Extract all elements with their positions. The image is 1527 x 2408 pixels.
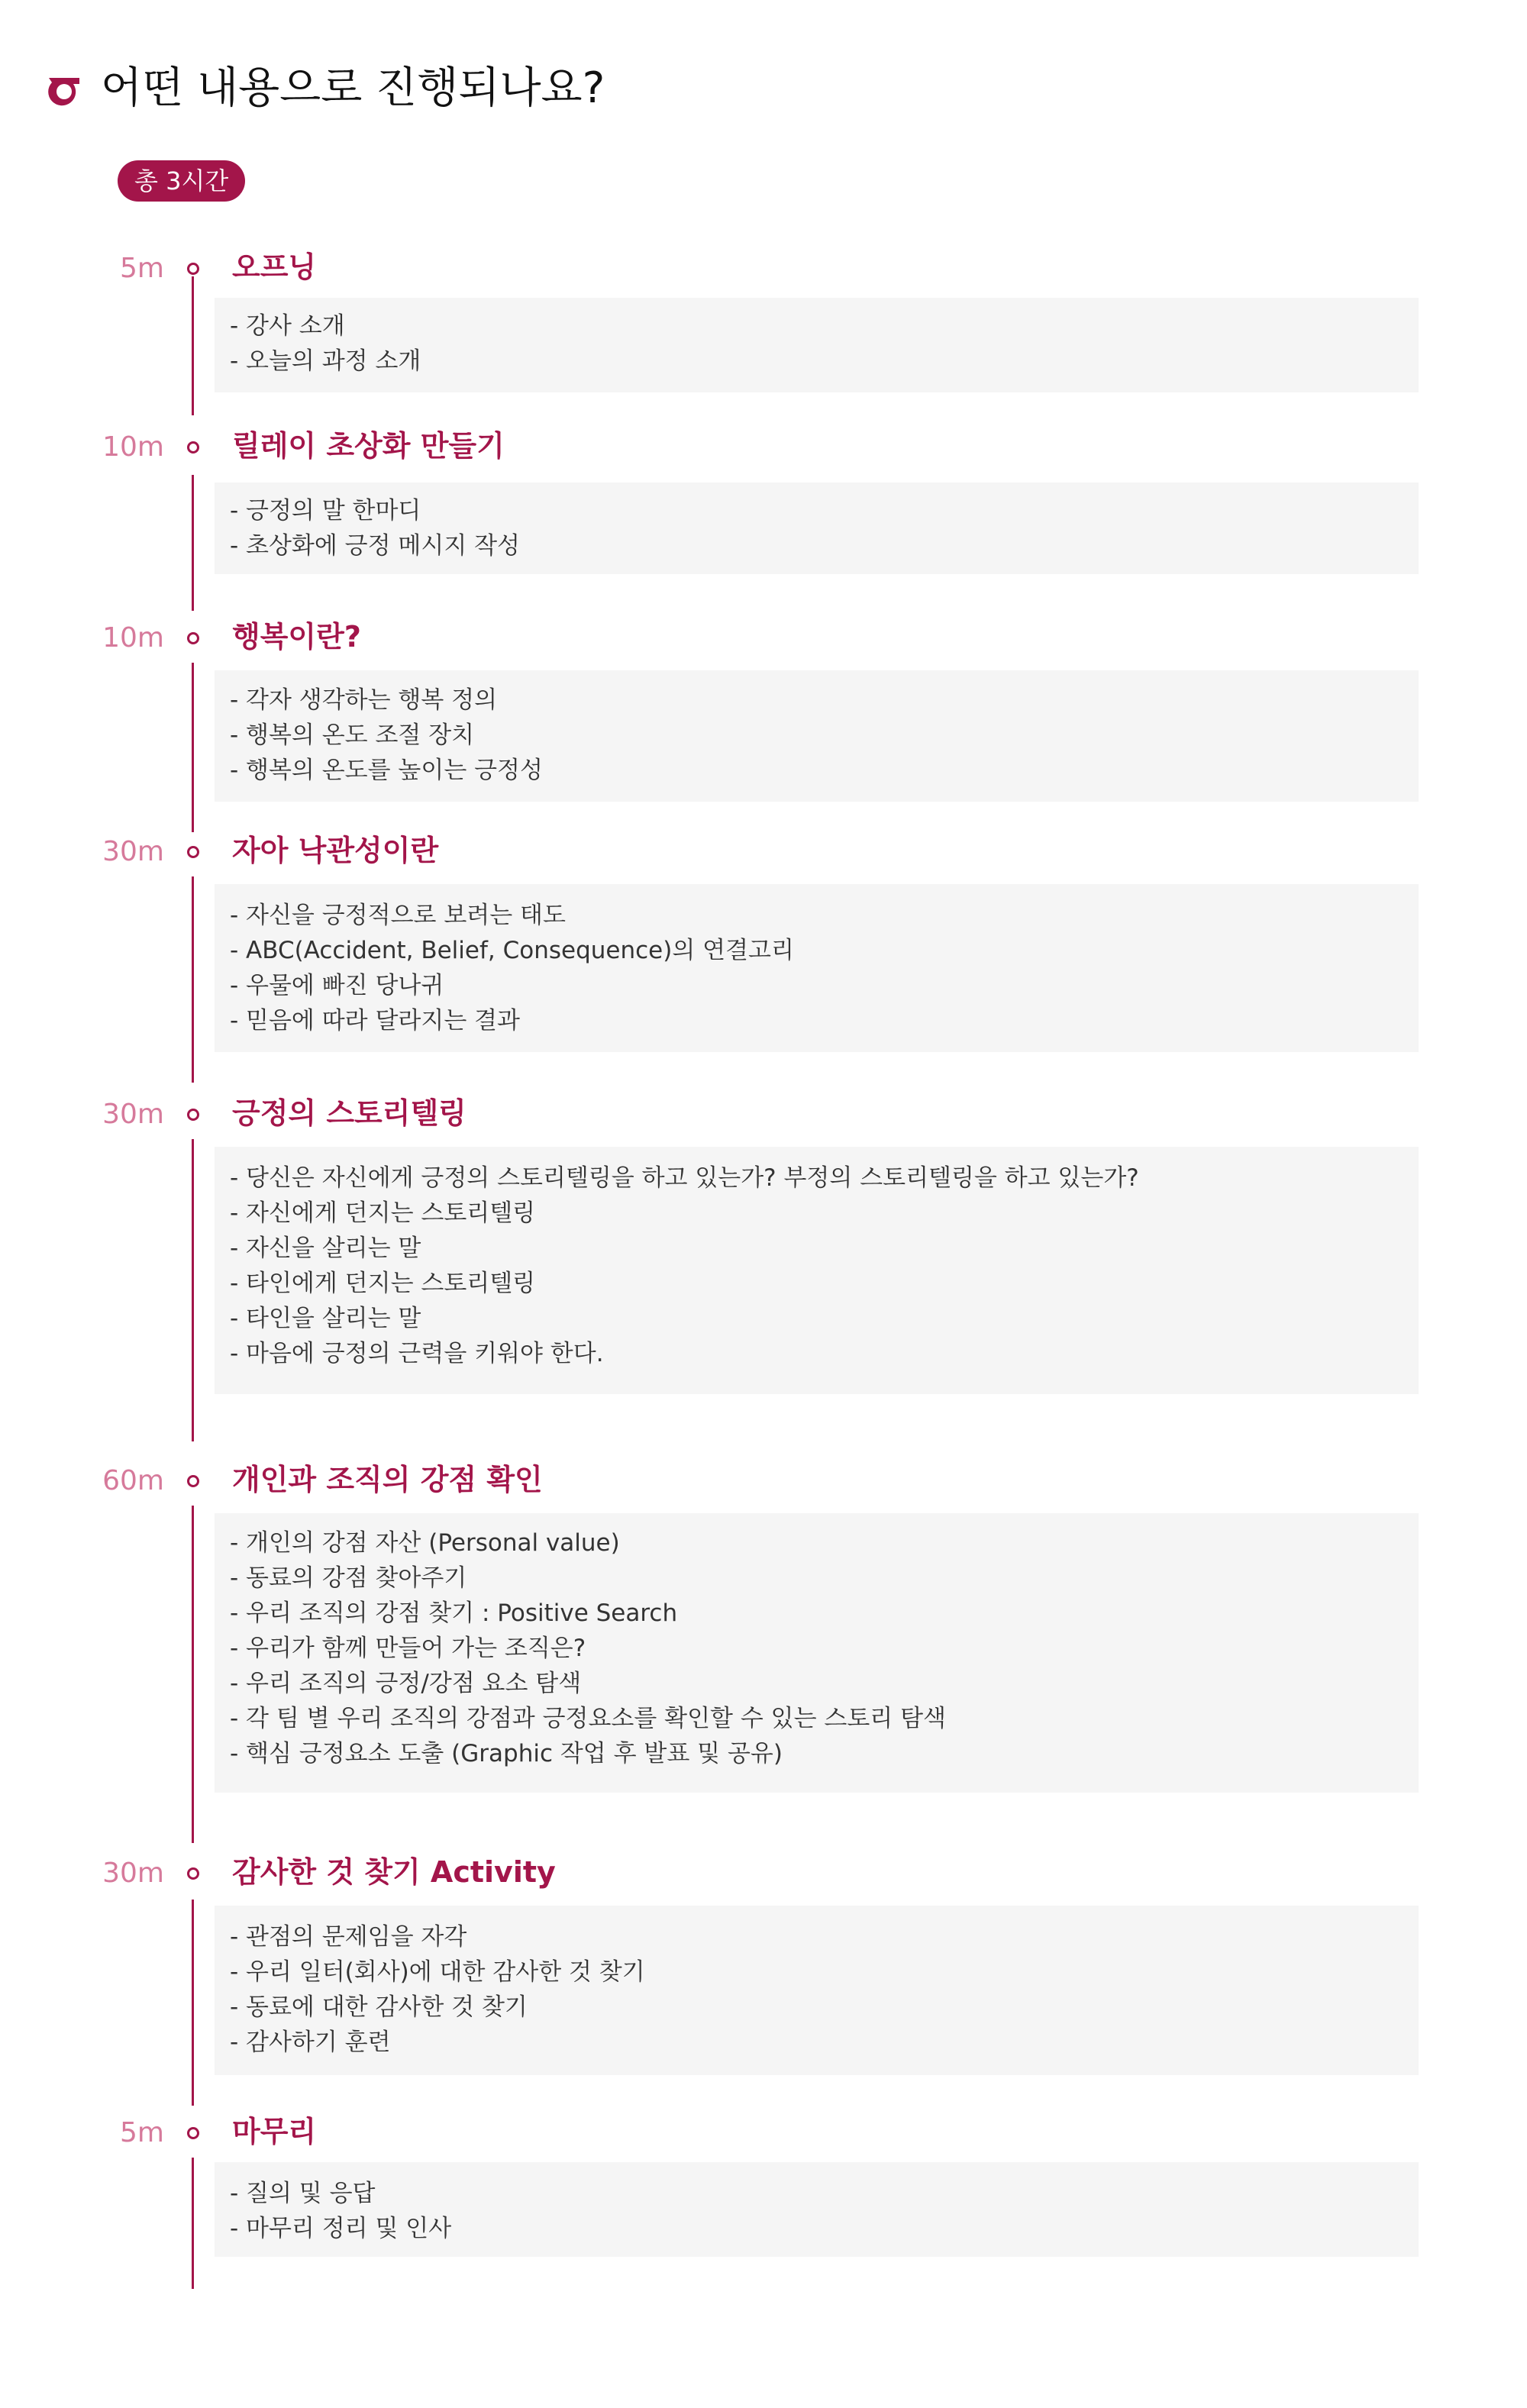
list-item: - 자신에게 던지는 스토리텔링 (230, 1199, 536, 1227)
time-label: 30m (102, 1858, 164, 1889)
list-item: - 행복의 온도 조절 장치 (230, 721, 475, 749)
timeline-line (192, 663, 194, 832)
section-title: 행복이란? (232, 620, 361, 654)
list-item: - 자신을 살리는 말 (230, 1235, 421, 1262)
section-content-box (215, 884, 1419, 1052)
section-title: 감사한 것 찾기 Activity (232, 1855, 556, 1889)
section-title: 자아 낙관성이란 (232, 834, 439, 867)
section-content-box (215, 1906, 1419, 2075)
list-item: - 핵심 긍정요소 도출 (Graphic 작업 후 발표 및 공유) (230, 1740, 783, 1767)
list-item: - 믿음에 따라 달라지는 결과 (230, 1007, 521, 1035)
list-item: - 우리 조직의 긍정/강점 요소 탐색 (230, 1670, 582, 1697)
list-item: - 각자 생각하는 행복 정의 (230, 686, 498, 714)
section-title: 마무리 (232, 2115, 317, 2148)
list-item: - 감사하기 훈련 (230, 2029, 391, 2056)
list-item: - 당신은 자신에게 긍정의 스토리텔링을 하고 있는가? 부정의 스토리텔링을 하고 있는가? (230, 1164, 1139, 1192)
timeline-line (192, 1506, 194, 1843)
section-title: 릴레이 초상화 만들기 (232, 429, 505, 463)
timeline-dot-icon (187, 1109, 199, 1121)
timeline-line (192, 1900, 194, 2106)
list-item: - 오늘의 과정 소개 (230, 347, 421, 375)
list-item: - 타인을 살리는 말 (230, 1305, 421, 1332)
list-item: - 초상화에 긍정 메시지 작성 (230, 532, 521, 560)
timeline-line (192, 2158, 194, 2289)
list-item: - 동료에 대한 감사한 것 찾기 (230, 1993, 528, 2021)
section-content-box (215, 670, 1419, 802)
time-label: 5m (120, 2117, 164, 2148)
list-item: - 각 팀 별 우리 조직의 강점과 긍정요소를 확인할 수 있는 스토리 탐색 (230, 1705, 946, 1732)
list-item: - 우물에 빠진 당나귀 (230, 972, 444, 999)
time-label: 30m (102, 836, 164, 867)
list-item: - 동료의 강점 찾아주기 (230, 1564, 467, 1592)
list-item: - 타인에게 던지는 스토리텔링 (230, 1270, 536, 1297)
timeline-dot-icon (187, 441, 199, 454)
list-item: - 마무리 정리 및 인사 (230, 2215, 452, 2242)
time-label: 60m (102, 1465, 164, 1496)
section-content-box (215, 483, 1419, 574)
list-item: - 우리 일터(회사)에 대한 감사한 것 찾기 (230, 1958, 645, 1986)
list-item: - 자신을 긍정적으로 보려는 태도 (230, 902, 566, 929)
timeline-line (192, 876, 194, 1083)
list-item: - ABC(Accident, Belief, Consequence)의 연결고리 (230, 937, 794, 964)
timeline-dot-icon (187, 2127, 199, 2139)
timeline-dot-icon (187, 846, 199, 858)
time-label: 10m (102, 622, 164, 654)
list-item: - 마음에 긍정의 근력을 키워야 한다. (230, 1340, 604, 1367)
list-item: - 강사 소개 (230, 312, 345, 340)
timeline-line (192, 475, 194, 611)
list-item: - 개인의 강점 자산 (Personal value) (230, 1529, 620, 1557)
list-item: - 질의 및 응답 (230, 2180, 376, 2207)
list-item: - 행복의 온도를 높이는 긍정성 (230, 757, 543, 784)
timeline-dot-icon (187, 1475, 199, 1487)
time-label: 10m (102, 431, 164, 463)
page-title: 어떤 내용으로 진행되나요? (101, 63, 605, 113)
logo-icon (43, 67, 86, 110)
list-item: - 관점의 문제임을 자각 (230, 1923, 467, 1951)
time-label: 5m (120, 253, 164, 284)
timeline-dot-icon (187, 1867, 199, 1880)
total-duration-badge: 총 3시간 (118, 160, 245, 202)
section-content-box (215, 2162, 1419, 2257)
timeline-line (192, 1139, 194, 1441)
timeline-line (192, 276, 194, 415)
time-label: 30m (102, 1099, 164, 1130)
list-item: - 우리 조직의 강점 찾기 : Positive Search (230, 1599, 678, 1627)
timeline-dot-icon (187, 632, 199, 644)
section-content-box (215, 1513, 1419, 1793)
list-item: - 긍정의 말 한마디 (230, 497, 421, 525)
timeline-dot-icon (187, 263, 199, 275)
list-item: - 우리가 함께 만들어 가는 조직은? (230, 1635, 586, 1662)
section-title: 개인과 조직의 강점 확인 (232, 1463, 543, 1496)
section-content-box (215, 1147, 1419, 1394)
section-title: 오프닝 (232, 250, 317, 284)
section-content-box (215, 298, 1419, 392)
section-title: 긍정의 스토리텔링 (232, 1096, 466, 1130)
